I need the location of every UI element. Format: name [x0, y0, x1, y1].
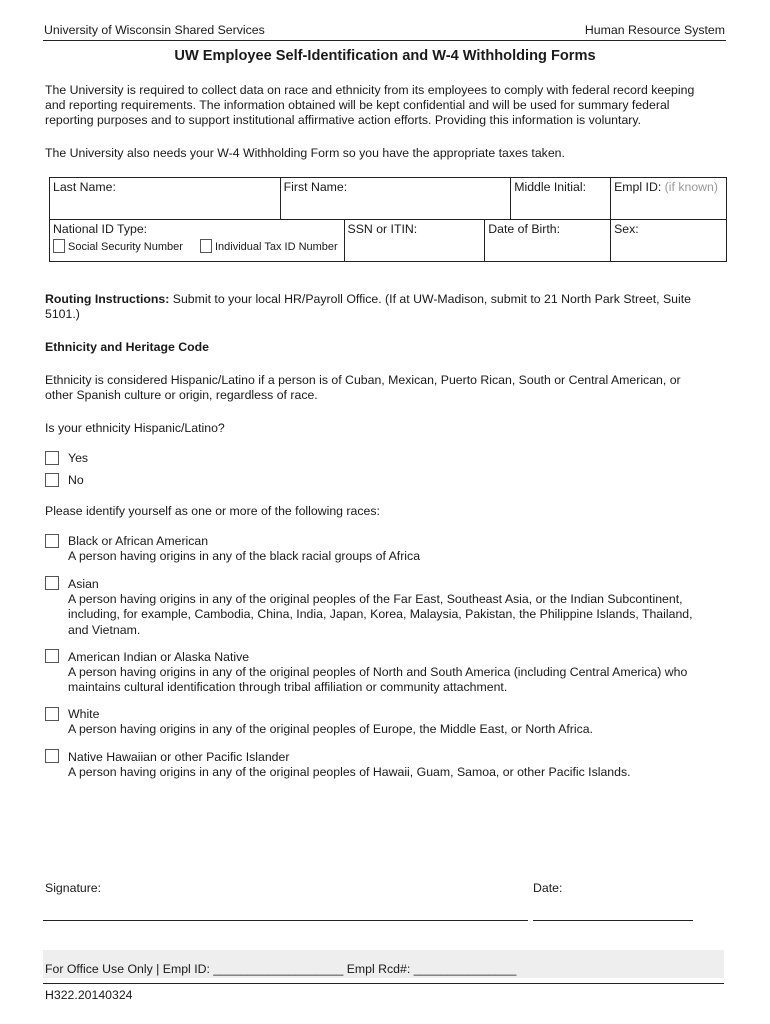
race-description: A person having origins in any of the black racial groups of Africa [68, 549, 421, 564]
race-native-checkbox[interactable] [45, 649, 59, 663]
routing-instructions [45, 292, 725, 322]
office-empl-id-blank[interactable]: ___________________ [213, 962, 344, 976]
ssn-checkbox[interactable] [53, 239, 65, 253]
office-empl-rcd-blank[interactable]: _______________ [413, 962, 517, 976]
last-name-field[interactable] [50, 178, 281, 220]
routing-text: 5101.) [45, 307, 80, 322]
sex-label: Sex: [614, 222, 639, 236]
sex-field[interactable] [611, 220, 727, 262]
signature-line[interactable] [43, 920, 528, 921]
race-hawaiian-option [68, 750, 718, 780]
office-empl-rcd-label: Empl Rcd#: [343, 962, 411, 976]
empl-id-label: Empl ID: [614, 180, 662, 194]
footer-divider [43, 983, 724, 984]
intro-paragraph [45, 83, 725, 129]
date-label: Date: [533, 881, 563, 895]
race-asian-option [68, 577, 718, 638]
ethnicity-definition-line: other Spanish culture or origin, regardless of race. [45, 388, 318, 403]
empl-id-field[interactable] [611, 178, 727, 220]
ssn-itin-field[interactable] [344, 220, 485, 262]
race-description: A person having origins in any of the original peoples of Europe, the Middle East, or North Africa. [68, 722, 593, 737]
ssn-itin-label: SSN or ITIN: [347, 222, 418, 236]
ethnicity-definition [45, 373, 725, 403]
ethnicity-definition-line: Ethnicity is considered Hispanic/Latino if a person is of Cuban, Mexican, Puerto Rican, South or Central American, or [45, 373, 681, 387]
w4-note: The University also needs your W-4 Withholding Form so you have the appropriate taxes taken. [45, 146, 565, 160]
date-of-birth-field[interactable] [485, 220, 611, 262]
first-name-label: First Name: [283, 180, 348, 194]
ethnicity-question: Is your ethnicity Hispanic/Latino? [45, 421, 225, 435]
routing-label: Routing Instructions: [45, 292, 170, 306]
race-title: American Indian or Alaska Native [68, 650, 250, 664]
office-use-label: For Office Use Only | Empl ID: [45, 962, 210, 976]
race-description: maintains cultural identification through tribal affiliation or community attachment. [68, 680, 508, 695]
hispanic-no-checkbox[interactable] [45, 473, 59, 487]
itin-checkbox[interactable] [200, 239, 212, 253]
intro-line: The University is required to collect data on race and ethnicity from its employees to comply with federal record keeping [45, 83, 695, 97]
race-white-option [68, 707, 718, 737]
race-title: White [68, 707, 100, 721]
header-organization: University of Wisconsin Shared Services [44, 23, 265, 37]
itin-option-label: Individual Tax ID Number [215, 241, 338, 253]
header-system: Human Resource System [584, 23, 725, 37]
date-of-birth-label: Date of Birth: [488, 222, 561, 236]
hispanic-no-label: No [68, 473, 84, 487]
middle-initial-label: Middle Initial: [514, 180, 586, 194]
race-description: A person having origins in any of the original peoples of North and South America (including Central America) who [68, 665, 688, 680]
race-title: Asian [68, 577, 99, 591]
date-line[interactable] [533, 920, 693, 921]
race-description: and Vietnam. [68, 622, 141, 637]
hispanic-yes-label: Yes [68, 451, 89, 465]
race-title: Black or African American [68, 534, 209, 548]
last-name-label: Last Name: [53, 180, 116, 194]
middle-initial-field[interactable] [511, 178, 611, 220]
race-black-checkbox[interactable] [45, 534, 59, 548]
routing-text: Submit to your local HR/Payroll Office. (If at UW-Madison, submit to 21 North Park Street, Suite [169, 292, 692, 306]
race-description: A person having origins in any of the original peoples of the Far East, Southeast Asia, or the Indian Subcontinent, [68, 592, 683, 607]
race-asian-checkbox[interactable] [45, 576, 59, 590]
intro-line: and reporting requirements. The information obtained will be kept confidential and will be used for summary federal [45, 98, 670, 113]
race-white-checkbox[interactable] [45, 707, 59, 721]
race-title: Native Hawaiian or other Pacific Islander [68, 750, 290, 764]
empl-id-hint: (if known) [664, 180, 718, 194]
race-prompt: Please identify yourself as one or more of the following races: [45, 504, 380, 518]
page-title: UW Employee Self-Identification and W-4 Withholding Forms [174, 48, 596, 64]
signature-label: Signature: [45, 881, 102, 895]
race-native-option [68, 650, 718, 696]
intro-line: reporting purposes and to support institutional affirmative action efforts. Providing this information is voluntary. [45, 113, 642, 128]
first-name-field[interactable] [280, 178, 511, 220]
office-use-line [45, 962, 516, 976]
header-divider [43, 40, 726, 41]
race-description: A person having origins in any of the original peoples of Hawaii, Guam, Samoa, or other Pacific Islands. [68, 765, 631, 780]
race-description: including, for example, Cambodia, China, India, Japan, Korea, Malaysia, Pakistan, the Philippine Islands, Thailand, [68, 607, 693, 622]
national-id-type-field [50, 220, 345, 262]
employee-info-table [49, 177, 727, 262]
form-code: H322.20140324 [45, 988, 133, 1002]
race-hawaiian-checkbox[interactable] [45, 749, 59, 763]
ethnicity-heading: Ethnicity and Heritage Code [45, 340, 209, 354]
hispanic-yes-checkbox[interactable] [45, 451, 59, 465]
national-id-type-label: National ID Type: [53, 222, 148, 236]
ssn-option-label: Social Security Number [68, 241, 183, 253]
race-black-option [68, 534, 718, 564]
